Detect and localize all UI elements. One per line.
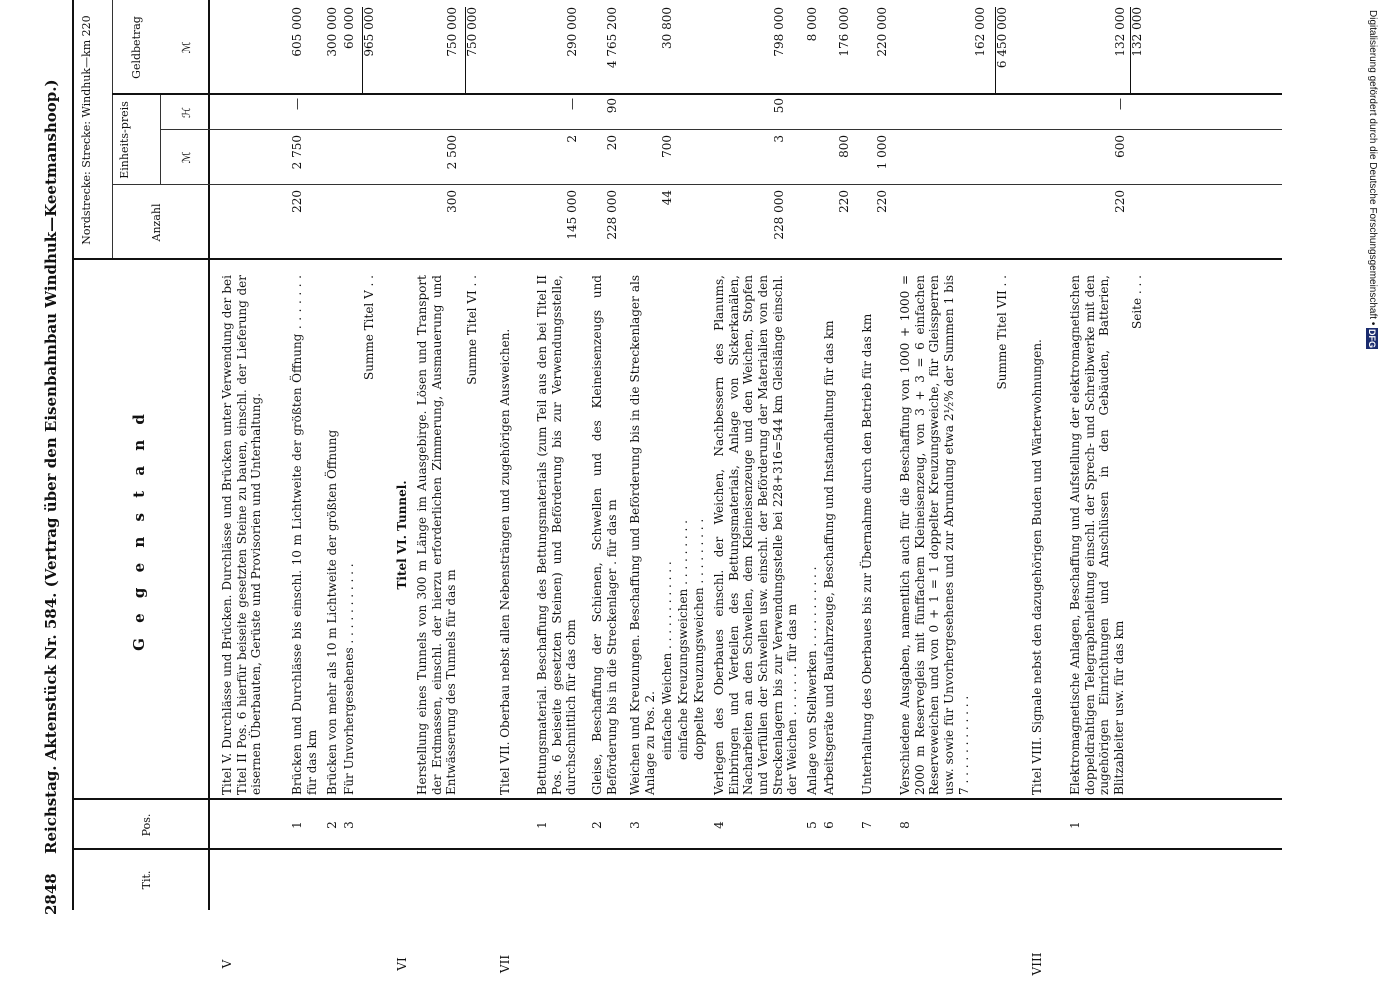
item-text: einfache Kreuzungsweichen . . . . . . . . . — [676, 520, 690, 760]
pos-cell: 5 — [805, 821, 819, 829]
tit-cell: VIII — [1030, 952, 1044, 976]
sum-value: 750 000 — [465, 7, 479, 57]
sum-label: Summe Titel VI . . — [465, 275, 479, 385]
anzahl-cell: 145 000 — [565, 190, 579, 240]
geld-cell: 132 000 — [1113, 7, 1127, 57]
item-text: Weichen und Kreuzungen. Beschaffung und Beförderung bis in die Streckenlager als Anlage zu Pos. 2. — [628, 275, 657, 795]
pf-cell: 50 — [772, 98, 786, 114]
item-text: Für Unvorhergesehenes . . . . . . . . . . . — [342, 563, 356, 795]
mark-cell: 600 — [1113, 135, 1127, 158]
digitization-text: Digitalisierung gefördert durch die Deutsche Forschungsgemeinschaft • — [1367, 10, 1378, 326]
col-header-pos: Pos. — [140, 813, 153, 837]
col-header-anzahl: Anzahl — [150, 203, 163, 242]
col-rule — [72, 259, 1282, 261]
col-header-mark: ℳ — [180, 151, 193, 164]
pos-cell: 1 — [535, 821, 549, 829]
item-text: Bettungsmaterial. Beschaffung des Bettungsmaterials (zum Teil aus den bei Titel II Pos. 6 beiseite gesetzten Steinen) und Beförderung bis zur Verwendungsstelle, durchschnittlich für das cbm — [535, 275, 579, 795]
col-header-pf: ℋ — [180, 107, 193, 118]
anzahl-cell: 228 000 — [772, 190, 786, 240]
pos-cell: 7 — [860, 821, 874, 829]
anzahl-cell: 220 — [837, 190, 851, 213]
geld-cell: 4 765 200 — [605, 7, 619, 69]
digitization-note — [1366, 10, 1378, 349]
sum-value: 6 450 000 — [995, 7, 1009, 69]
col-header-tit: Tit. — [140, 870, 153, 890]
einheitspreis-rule — [160, 95, 161, 185]
geld-cell: 605 000 — [290, 7, 304, 57]
geld-cell: 60 000 — [342, 7, 356, 49]
pf-cell: 90 — [605, 98, 619, 114]
mark-cell: 1 000 — [875, 135, 889, 170]
anzahl-cell: 220 — [875, 190, 889, 213]
geld-cell: 290 000 — [565, 7, 579, 57]
pos-cell: 1 — [1068, 821, 1082, 829]
col-rule — [112, 184, 1282, 185]
carry-value: 132 000 — [1130, 7, 1144, 57]
pos-cell: 8 — [898, 821, 912, 829]
sum-label: Summe Titel V . . — [362, 275, 376, 380]
table-top-rule — [72, 0, 74, 910]
geld-cell: 798 000 — [772, 7, 786, 57]
pos-cell: 1 — [290, 821, 304, 829]
mark-cell: 20 — [605, 135, 619, 151]
geld-cell: 30 800 — [660, 7, 674, 49]
geld-cell: 750 000 — [445, 7, 459, 57]
page-title: Reichstag. Aktenstück Nr. 584. (Vertrag über den Eisenbahnbau Windhuk—Keetmanshoop.) — [42, 79, 60, 855]
item-text: Unterhaltung des Oberbaues bis zur Übernahme durch den Betrieb für das km — [860, 313, 874, 795]
pos-cell: 3 — [628, 821, 642, 829]
col-header-geld-mark: ℳ — [180, 41, 193, 54]
section-title: Titel VI. Tunnel. — [395, 480, 409, 590]
section-title: Titel VIII. Signale nebst den dazugehörigen Buden und Wärterwohnungen. — [1030, 339, 1044, 795]
pos-cell: 6 — [822, 821, 836, 829]
item-text: Verschiedene Ausgaben, namentlich auch für die Beschaffung von 1000 + 1000 = 2000 m Reservegleis mit fünffachem Kleineisenzeug, von 3 + 3 = 6 einfachen Reserveweichen und von 0 + 1 = 1 doppelter Kreuzungsweiche, für Gleissperren usw. sowie für Unvorhergesehenes und zur Abrundung etwa 2½% der Summen 1 bis 7 . . . . . . . . . . . . — [898, 275, 971, 795]
geld-cell: 162 000 — [973, 7, 987, 57]
mark-cell: 700 — [660, 135, 674, 158]
tit-cell: V — [220, 959, 234, 969]
col-rule — [72, 849, 1282, 851]
carry-label: Seite . . . — [1130, 275, 1144, 329]
col-header-einheitspreis: Einheits-preis — [118, 101, 131, 179]
tit-cell: VII — [498, 954, 512, 974]
col-rule — [112, 94, 1282, 96]
mark-cell: 3 — [772, 135, 786, 143]
pf-cell: — — [1113, 98, 1127, 110]
pos-cell: 2 — [590, 821, 604, 829]
item-text: Brücken von mehr als 10 m Lichtweite der größten Öffnung — [325, 429, 339, 795]
anzahl-cell: 300 — [445, 190, 459, 213]
item-text: Herstellung eines Tunnels von 300 m Länge im Auasgebirge. Lösen und Transport der Erdmassen, einschl. der hierzu erforderlichen Zimmerung, Ausmauerung und Entwässerung des Tunnels für das m — [415, 275, 459, 795]
pf-cell: — — [290, 98, 304, 110]
pf-cell: — — [565, 98, 579, 110]
geld-cell: 300 000 — [325, 7, 339, 57]
page-header — [42, 15, 60, 915]
tit-cell: VI — [395, 957, 409, 971]
anzahl-cell: 228 000 — [605, 190, 619, 240]
anzahl-cell: 220 — [290, 190, 304, 213]
sum-value: 965 000 — [362, 7, 376, 57]
pos-cell: 2 — [325, 821, 339, 829]
item-text: Elektromagnetische Anlagen, Beschaffung und Aufstellung der elektromagnetischen doppeldrahtigen Telegraphenleitung einschl. der Sprech- und Schreibwerke mit den zugehörigen Einrichtungen und Anschlüssen in den Gebäuden, Batterien, Blitzableiter usw. für das km — [1068, 275, 1126, 795]
geld-cell: 220 000 — [875, 7, 889, 57]
dfg-logo: DFG — [1367, 329, 1377, 349]
item-text: Verlegen des Oberbaues einschl. der Weichen, Nachbessern des Planums, Einbringen und Verteilen des Bettungsmaterials, Anlage von Sickerkanälen, Nacharbeiten an den Schwellen, dem Kleineisenzeuge und den Weichen, Stopfen und Verfüllen der Schwellen usw. einschl. der Beförderung der Materialien von den Streckenlagern bis zur Verwendungsstelle bei 228+316=544 km Gleislänge einschl. der Weichen . . . . . . . für das m — [712, 275, 800, 795]
anzahl-cell: 220 — [1113, 190, 1127, 213]
geld-cell: 8 000 — [805, 7, 819, 42]
item-text: einfache Weichen . . . . . . . . . . . . — [660, 561, 674, 760]
mark-cell: 2 750 — [290, 135, 304, 170]
anzahl-cell: 44 — [660, 190, 674, 206]
sum-label: Summe Titel VII . . — [995, 275, 1009, 390]
mark-cell: 2 500 — [445, 135, 459, 170]
col-rule — [72, 799, 1282, 801]
geld-cell: 176 000 — [837, 7, 851, 57]
item-text: Arbeitsgeräte und Baufahrzeuge, Beschaffung und Instandhaltung für das km — [822, 320, 836, 795]
item-text: Gleise, Beschaffung der Schienen, Schwellen und des Kleineisenzeugs und Beförderung bis in die Streckenlager . für das m — [590, 275, 619, 795]
item-text: Titel V. Durchlässe und Brücken. Durchlässe und Brücken unter Verwendung der bei Titel II Pos. 6 hierfür beiseite gesetzten Steine zu bauen, einschl. der Lieferung der eisernen Überbauten, Gerüste und Provisorien und Unterhaltung. — [220, 275, 264, 795]
header-bottom-rule — [208, 0, 210, 910]
section-title: Titel VII. Oberbau nebst allen Nebensträngen und zugehörigen Ausweichen. — [498, 328, 512, 795]
mark-cell: 2 — [565, 135, 579, 143]
mark-cell: 800 — [837, 135, 851, 158]
col-header-gegenstand: G e g e n s t a n d — [130, 409, 148, 651]
col-header-geldbetrag: Geldbetrag — [130, 16, 143, 79]
item-text: Brücken und Durchlässe bis einschl. 10 m Lichtweite der größten Öffnung . . . . . . . für das km — [290, 275, 319, 795]
pos-cell: 4 — [712, 821, 726, 829]
col-header-strecke: Nordstrecke: Strecke: Windhuk—km 220 — [80, 15, 93, 245]
item-text: doppelte Kreuzungsweichen . . . . . . . . . — [692, 518, 706, 760]
strecke-rule — [112, 0, 113, 260]
page-number: 2848 — [42, 873, 60, 915]
pos-cell: 3 — [342, 821, 356, 829]
item-text: Anlage von Stellwerken . . . . . . . . . . . — [805, 566, 819, 795]
